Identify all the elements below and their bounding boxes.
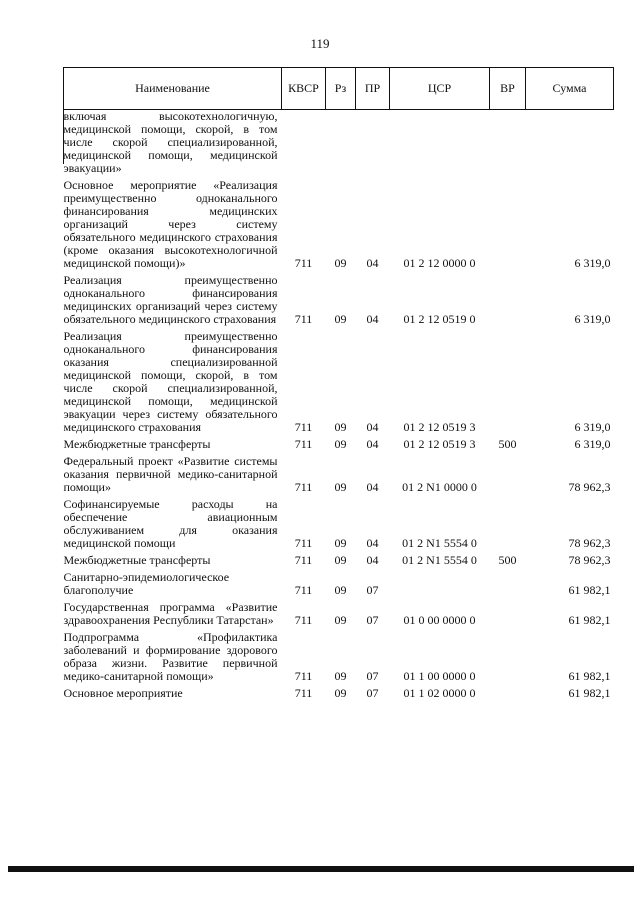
cell-csr: 01 2 N1 0000 0 bbox=[402, 480, 477, 494]
cell-csr: 01 2 N1 5554 0 bbox=[402, 553, 477, 567]
header-csr: ЦСР bbox=[390, 68, 490, 110]
cell-kvsr: 711 bbox=[294, 686, 313, 700]
cell-pr: 04 bbox=[366, 536, 379, 550]
cell-sum: 61 982,1 bbox=[568, 669, 611, 683]
cell-kvsr: 711 bbox=[294, 256, 313, 270]
cell-name: Федеральный проект «Развитие системы оказания первичной медико-санитарной помощи» bbox=[63, 454, 278, 494]
table-header-row bbox=[64, 68, 614, 110]
cell-kvsr: 711 bbox=[294, 420, 313, 434]
table-row bbox=[64, 571, 614, 601]
cell-rz: 09 bbox=[334, 437, 347, 451]
table-row bbox=[64, 438, 614, 455]
cell-name: Софинансируемые расходы на обеспечение авиационным обслуживанием для оказания медицинской помощи bbox=[63, 497, 278, 550]
cell-pr: 04 bbox=[366, 420, 379, 434]
cell-vr bbox=[490, 179, 526, 274]
cell-vr bbox=[490, 455, 526, 498]
cell-vr bbox=[490, 601, 526, 631]
cell-sum: 61 982,1 bbox=[568, 583, 611, 597]
cell-name: Межбюджетные трансферты bbox=[63, 437, 211, 451]
cell-kvsr bbox=[282, 110, 326, 180]
cell-pr bbox=[356, 110, 390, 180]
page-number: 119 bbox=[310, 36, 330, 51]
header-name: Наименование bbox=[64, 68, 282, 110]
cell-sum: 6 319,0 bbox=[574, 420, 611, 434]
cell-sum: 6 319,0 bbox=[574, 256, 611, 270]
cell-csr: 01 1 02 0000 0 bbox=[403, 686, 476, 700]
cell-vr bbox=[490, 571, 526, 601]
table-row bbox=[64, 179, 614, 274]
cell-vr bbox=[490, 330, 526, 438]
scan-bottom-edge bbox=[8, 866, 634, 872]
cell-pr: 04 bbox=[366, 480, 379, 494]
cell-kvsr: 711 bbox=[294, 613, 313, 627]
cell-rz: 09 bbox=[334, 669, 347, 683]
cell-rz: 09 bbox=[334, 583, 347, 597]
cell-name: Межбюджетные трансферты bbox=[63, 553, 211, 567]
cell-sum: 78 962,3 bbox=[568, 553, 611, 567]
table-row bbox=[64, 330, 614, 438]
cell-name: Подпрограмма «Профилактика заболеваний и формирование здорового образа жизни. Развитие первичной медико-санитарной помощи» bbox=[63, 630, 278, 683]
cell-rz: 09 bbox=[334, 312, 347, 326]
cell-rz: 09 bbox=[334, 686, 347, 700]
cell-csr: 01 0 00 0000 0 bbox=[403, 613, 476, 627]
cell-sum: 6 319,0 bbox=[574, 437, 611, 451]
cell-vr bbox=[490, 687, 526, 704]
cell-sum bbox=[526, 110, 614, 180]
table-left-border bbox=[63, 108, 64, 164]
cell-csr: 01 1 00 0000 0 bbox=[403, 669, 476, 683]
cell-name: Реализация преимущественно одноканального финансирования медицинских организаций через систему обязательного медицинского страхования bbox=[63, 273, 278, 326]
cell-name: Государственная программа «Развитие здравоохранения Республики Татарстан» bbox=[63, 600, 278, 627]
header-sum: Сумма bbox=[526, 68, 614, 110]
budget-table bbox=[63, 67, 614, 704]
cell-pr: 07 bbox=[366, 613, 379, 627]
cell-rz: 09 bbox=[334, 256, 347, 270]
cell-kvsr: 711 bbox=[294, 669, 313, 683]
cell-kvsr: 711 bbox=[294, 480, 313, 494]
cell-sum: 6 319,0 bbox=[574, 312, 611, 326]
cell-csr: 01 2 12 0000 0 bbox=[403, 256, 476, 270]
cell-pr: 07 bbox=[366, 686, 379, 700]
cell-sum: 61 982,1 bbox=[568, 686, 611, 700]
cell-kvsr: 711 bbox=[294, 583, 313, 597]
header-kvsr: КВСР bbox=[282, 68, 326, 110]
cell-kvsr: 711 bbox=[294, 553, 313, 567]
table-row bbox=[64, 498, 614, 554]
header-rz: Рз bbox=[326, 68, 356, 110]
cell-sum: 61 982,1 bbox=[568, 613, 611, 627]
cell-vr bbox=[490, 274, 526, 330]
cell-rz: 09 bbox=[334, 420, 347, 434]
cell-kvsr: 711 bbox=[294, 437, 313, 451]
header-vr: ВР bbox=[490, 68, 526, 110]
cell-rz: 09 bbox=[334, 536, 347, 550]
cell-rz: 09 bbox=[334, 613, 347, 627]
cell-vr bbox=[490, 631, 526, 687]
cell-pr: 04 bbox=[366, 553, 379, 567]
cell-vr: 500 bbox=[498, 553, 517, 567]
table-row bbox=[64, 554, 614, 571]
cell-pr: 04 bbox=[366, 437, 379, 451]
cell-pr: 07 bbox=[366, 669, 379, 683]
cell-csr: 01 2 12 0519 3 bbox=[403, 420, 476, 434]
header-pr: ПР bbox=[356, 68, 390, 110]
cell-csr: 01 2 12 0519 3 bbox=[403, 437, 476, 451]
cell-name: Санитарно-эпидемиологическое благополучие bbox=[63, 570, 230, 597]
table-row bbox=[64, 631, 614, 687]
cell-rz: 09 bbox=[334, 553, 347, 567]
cell-kvsr: 711 bbox=[294, 312, 313, 326]
cell-csr: 01 2 12 0519 0 bbox=[403, 312, 476, 326]
table-row bbox=[64, 601, 614, 631]
cell-csr: 01 2 N1 5554 0 bbox=[402, 536, 477, 550]
table-row bbox=[64, 455, 614, 498]
cell-rz bbox=[326, 110, 356, 180]
cell-sum: 78 962,3 bbox=[568, 480, 611, 494]
cell-vr bbox=[490, 498, 526, 554]
cell-sum: 78 962,3 bbox=[568, 536, 611, 550]
cell-name: Основное мероприятие «Реализация преимущественно одноканального финансирования медицинских организаций через систему обязательного медицинского страхования (кроме оказания высокотехнологичной медицинской помощи)» bbox=[63, 178, 278, 270]
table-row bbox=[64, 110, 614, 180]
cell-name: Основное мероприятие bbox=[63, 686, 183, 700]
table-row bbox=[64, 274, 614, 330]
cell-kvsr: 711 bbox=[294, 536, 313, 550]
cell-vr bbox=[490, 110, 526, 180]
cell-csr bbox=[390, 571, 490, 601]
cell-vr: 500 bbox=[498, 437, 517, 451]
cell-pr: 04 bbox=[366, 312, 379, 326]
cell-pr: 04 bbox=[366, 256, 379, 270]
table-row bbox=[64, 687, 614, 704]
cell-name: Реализация преимущественно одноканального финансирования оказания специализированной медицинской помощи, скорой, в том числе скорой специализированной, медицинской помощи, медицинской эвакуации через систему обязательного медицинского страхования bbox=[63, 329, 278, 434]
cell-name: включая высокотехнологичную, медицинской помощи, скорой, в том числе скорой специализированной, медицинской помощи, медицинской эвакуации» bbox=[63, 109, 278, 175]
cell-rz: 09 bbox=[334, 480, 347, 494]
cell-csr bbox=[390, 110, 490, 180]
cell-pr: 07 bbox=[366, 583, 379, 597]
